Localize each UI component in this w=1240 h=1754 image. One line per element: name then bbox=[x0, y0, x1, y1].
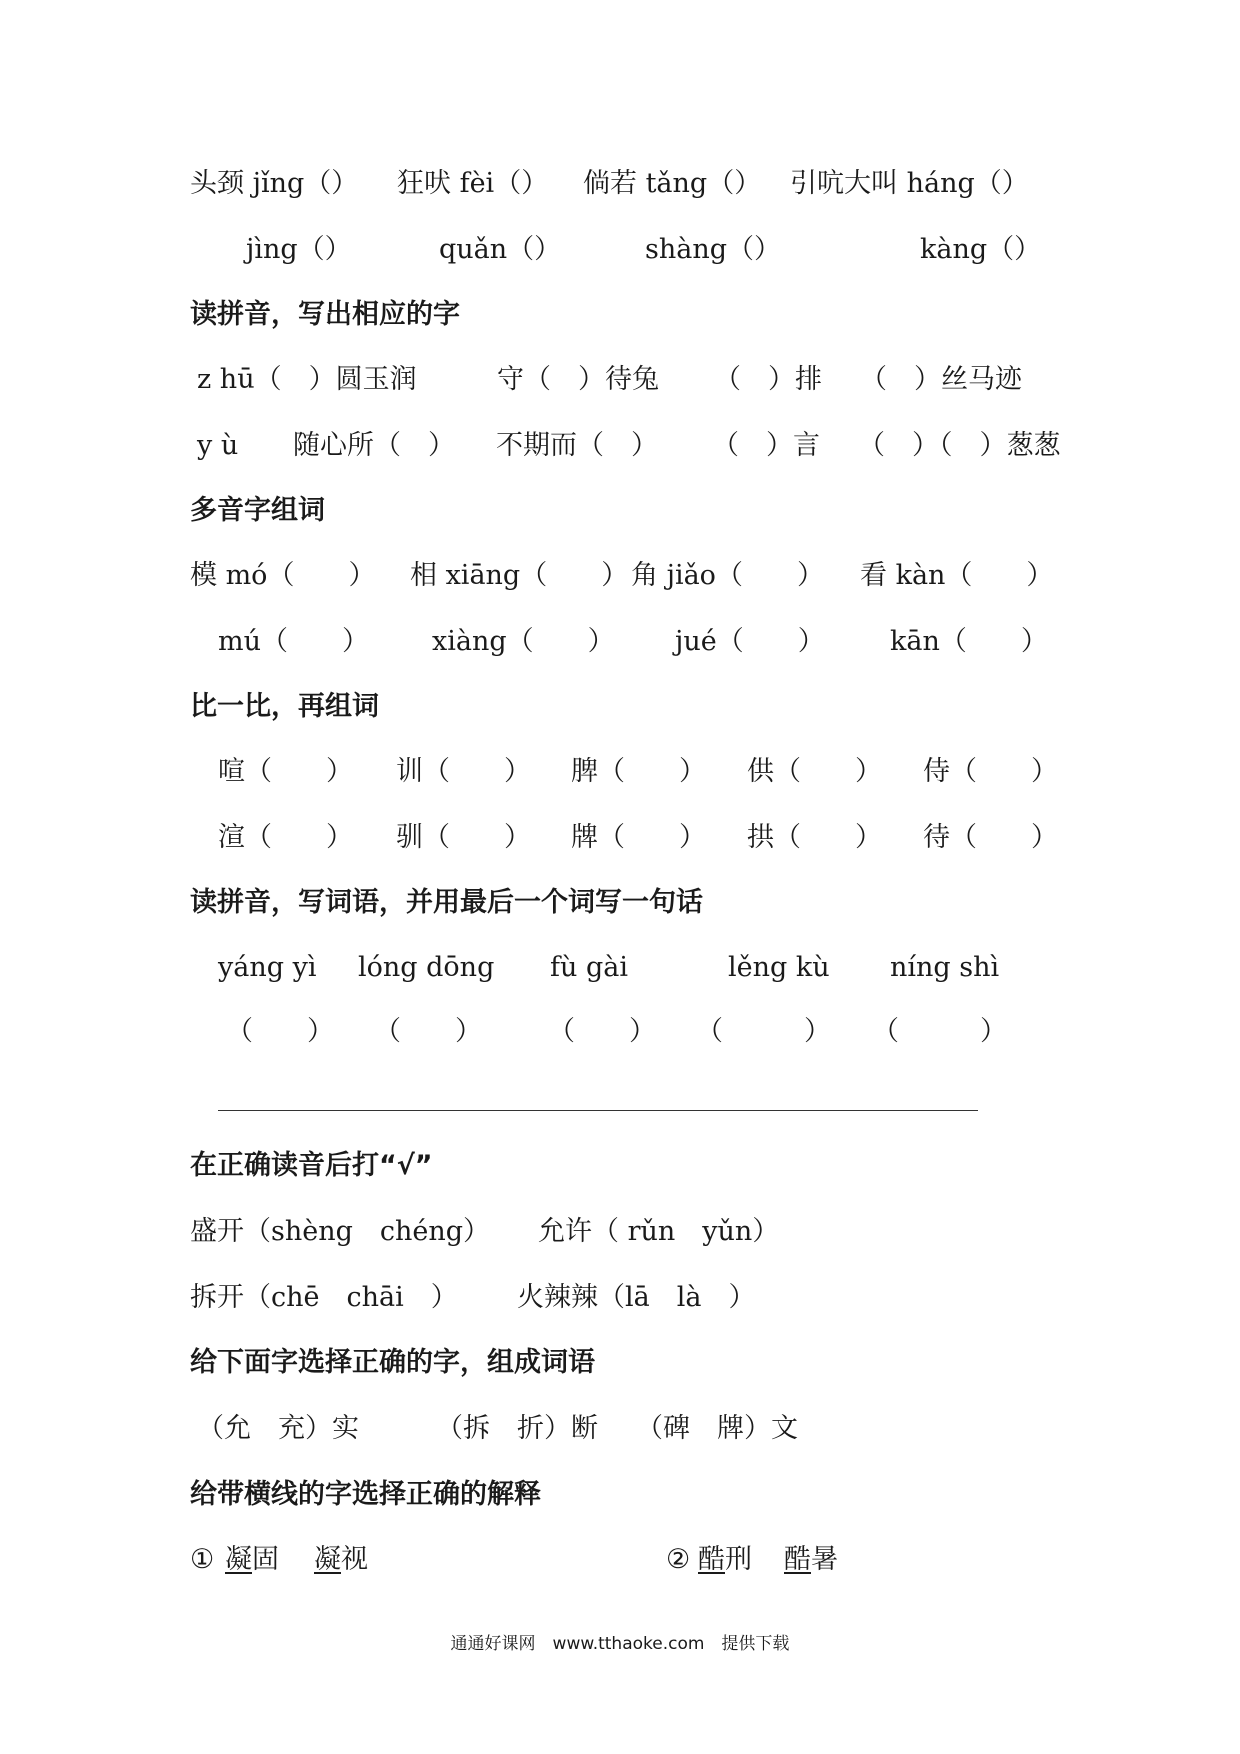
item: （拆 折）断 bbox=[436, 1413, 598, 1444]
section3-row1 bbox=[0, 556, 1240, 596]
item: mú（ ） bbox=[218, 626, 369, 657]
pinyin: lěng kù bbox=[728, 952, 830, 983]
item: （ ）丝马迹 bbox=[860, 364, 1022, 395]
group1-word1: 凝固 bbox=[225, 1544, 279, 1575]
section-heading: 给带横线的字选择正确的解释 bbox=[190, 1479, 541, 1510]
item: 牌（ ） bbox=[571, 822, 706, 853]
item: kān（ ） bbox=[890, 626, 1048, 657]
item: 驯（ ） bbox=[396, 822, 531, 853]
item: 拱（ ） bbox=[747, 822, 882, 853]
group2-word1: 酷刑 bbox=[698, 1544, 752, 1575]
section-heading: 在正确读音后打“√” bbox=[190, 1150, 433, 1181]
item: 喧（ ） bbox=[218, 756, 353, 787]
item: 不期而（ ） bbox=[496, 430, 658, 461]
item: 盛开（shèng chéng） bbox=[190, 1216, 491, 1247]
item: y ù bbox=[197, 430, 239, 461]
item: 脾（ ） bbox=[571, 756, 706, 787]
item: 守（ ）待兔 bbox=[497, 364, 659, 395]
answer-blank: （ ） bbox=[696, 1016, 831, 1047]
item: 看 kàn（ ） bbox=[860, 560, 1054, 591]
section-heading: 多音字组词 bbox=[190, 495, 325, 526]
section2-row1 bbox=[0, 360, 1240, 400]
group1-word2: 凝视 bbox=[314, 1544, 368, 1575]
item: 头颈 jǐng（） bbox=[190, 168, 359, 199]
item: jué（ ） bbox=[675, 626, 825, 657]
item: 渲（ ） bbox=[218, 822, 353, 853]
item: 角 jiǎo（ ） bbox=[631, 560, 824, 591]
item: z hū（ ）圆玉润 bbox=[197, 364, 417, 395]
underlined-char: 凝 bbox=[314, 1544, 341, 1575]
item: shàng（） bbox=[645, 234, 782, 265]
pinyin: fù gài bbox=[550, 952, 628, 983]
answer-blank: （ ） bbox=[374, 1016, 482, 1047]
section6-row2 bbox=[0, 1278, 1240, 1318]
item: 倘若 tǎng（） bbox=[583, 168, 762, 199]
item: 待（ ） bbox=[923, 822, 1058, 853]
item: 引吭大叫 háng（） bbox=[790, 168, 1029, 199]
item: 相 xiāng（ ） bbox=[410, 560, 629, 591]
section6-row1 bbox=[0, 1212, 1240, 1252]
section2-row2 bbox=[0, 426, 1240, 466]
item: 拆开（chē chāi ） bbox=[190, 1282, 458, 1313]
section5-blank-row bbox=[0, 1012, 1240, 1052]
item: quǎn（） bbox=[439, 234, 562, 265]
item: 允许（ rǔn yǔn） bbox=[538, 1216, 780, 1247]
sentence-writing-line bbox=[218, 1110, 978, 1111]
section4-row1 bbox=[0, 752, 1240, 792]
underlined-char: 酷 bbox=[784, 1544, 811, 1575]
section4-row2 bbox=[0, 818, 1240, 858]
page-footer: 通通好课网 www.tthaoke.com 提供下载 bbox=[450, 1634, 790, 1654]
section5-pinyin-row bbox=[0, 948, 1240, 988]
section3-row2 bbox=[0, 622, 1240, 662]
item: （ ）排 bbox=[714, 364, 822, 395]
group1-marker: ① bbox=[190, 1544, 215, 1575]
item: 侍（ ） bbox=[923, 756, 1058, 787]
item: 随心所（ ） bbox=[293, 430, 455, 461]
group2-marker: ② bbox=[666, 1544, 691, 1575]
section8-row bbox=[0, 1540, 1240, 1580]
answer-blank: （ ） bbox=[226, 1016, 334, 1047]
item: 火辣辣（lā là ） bbox=[517, 1282, 756, 1313]
section-heading: 读拼音，写出相应的字 bbox=[190, 299, 460, 330]
item: （允 充）实 bbox=[197, 1413, 359, 1444]
pinyin: yáng yì bbox=[218, 952, 317, 983]
item: （碑 牌）文 bbox=[636, 1413, 798, 1444]
item: 训（ ） bbox=[396, 756, 531, 787]
section1-row1 bbox=[0, 164, 1240, 204]
section7-row bbox=[0, 1409, 1240, 1449]
item: jìng（） bbox=[246, 234, 352, 265]
section-heading: 给下面字选择正确的字，组成词语 bbox=[190, 1347, 595, 1378]
item: （ ）言 bbox=[712, 430, 820, 461]
pinyin: níng shì bbox=[890, 952, 1000, 983]
underlined-char: 凝 bbox=[225, 1544, 252, 1575]
underlined-char: 酷 bbox=[698, 1544, 725, 1575]
item: 模 mó（ ） bbox=[190, 560, 376, 591]
section-heading: 读拼音，写词语，并用最后一个词写一句话 bbox=[190, 887, 703, 918]
group2-word2: 酷暑 bbox=[784, 1544, 838, 1575]
section1-row2 bbox=[0, 230, 1240, 270]
item: 供（ ） bbox=[747, 756, 882, 787]
section-heading: 比一比，再组词 bbox=[190, 691, 379, 722]
answer-blank: （ ） bbox=[872, 1016, 1007, 1047]
item: 狂吠 fèi（） bbox=[397, 168, 549, 199]
pinyin: lóng dōng bbox=[358, 952, 495, 983]
item: kàng（） bbox=[920, 234, 1042, 265]
item: （ ）（ ）葱葱 bbox=[858, 430, 1061, 461]
item: xiàng（ ） bbox=[432, 626, 615, 657]
answer-blank: （ ） bbox=[548, 1016, 656, 1047]
